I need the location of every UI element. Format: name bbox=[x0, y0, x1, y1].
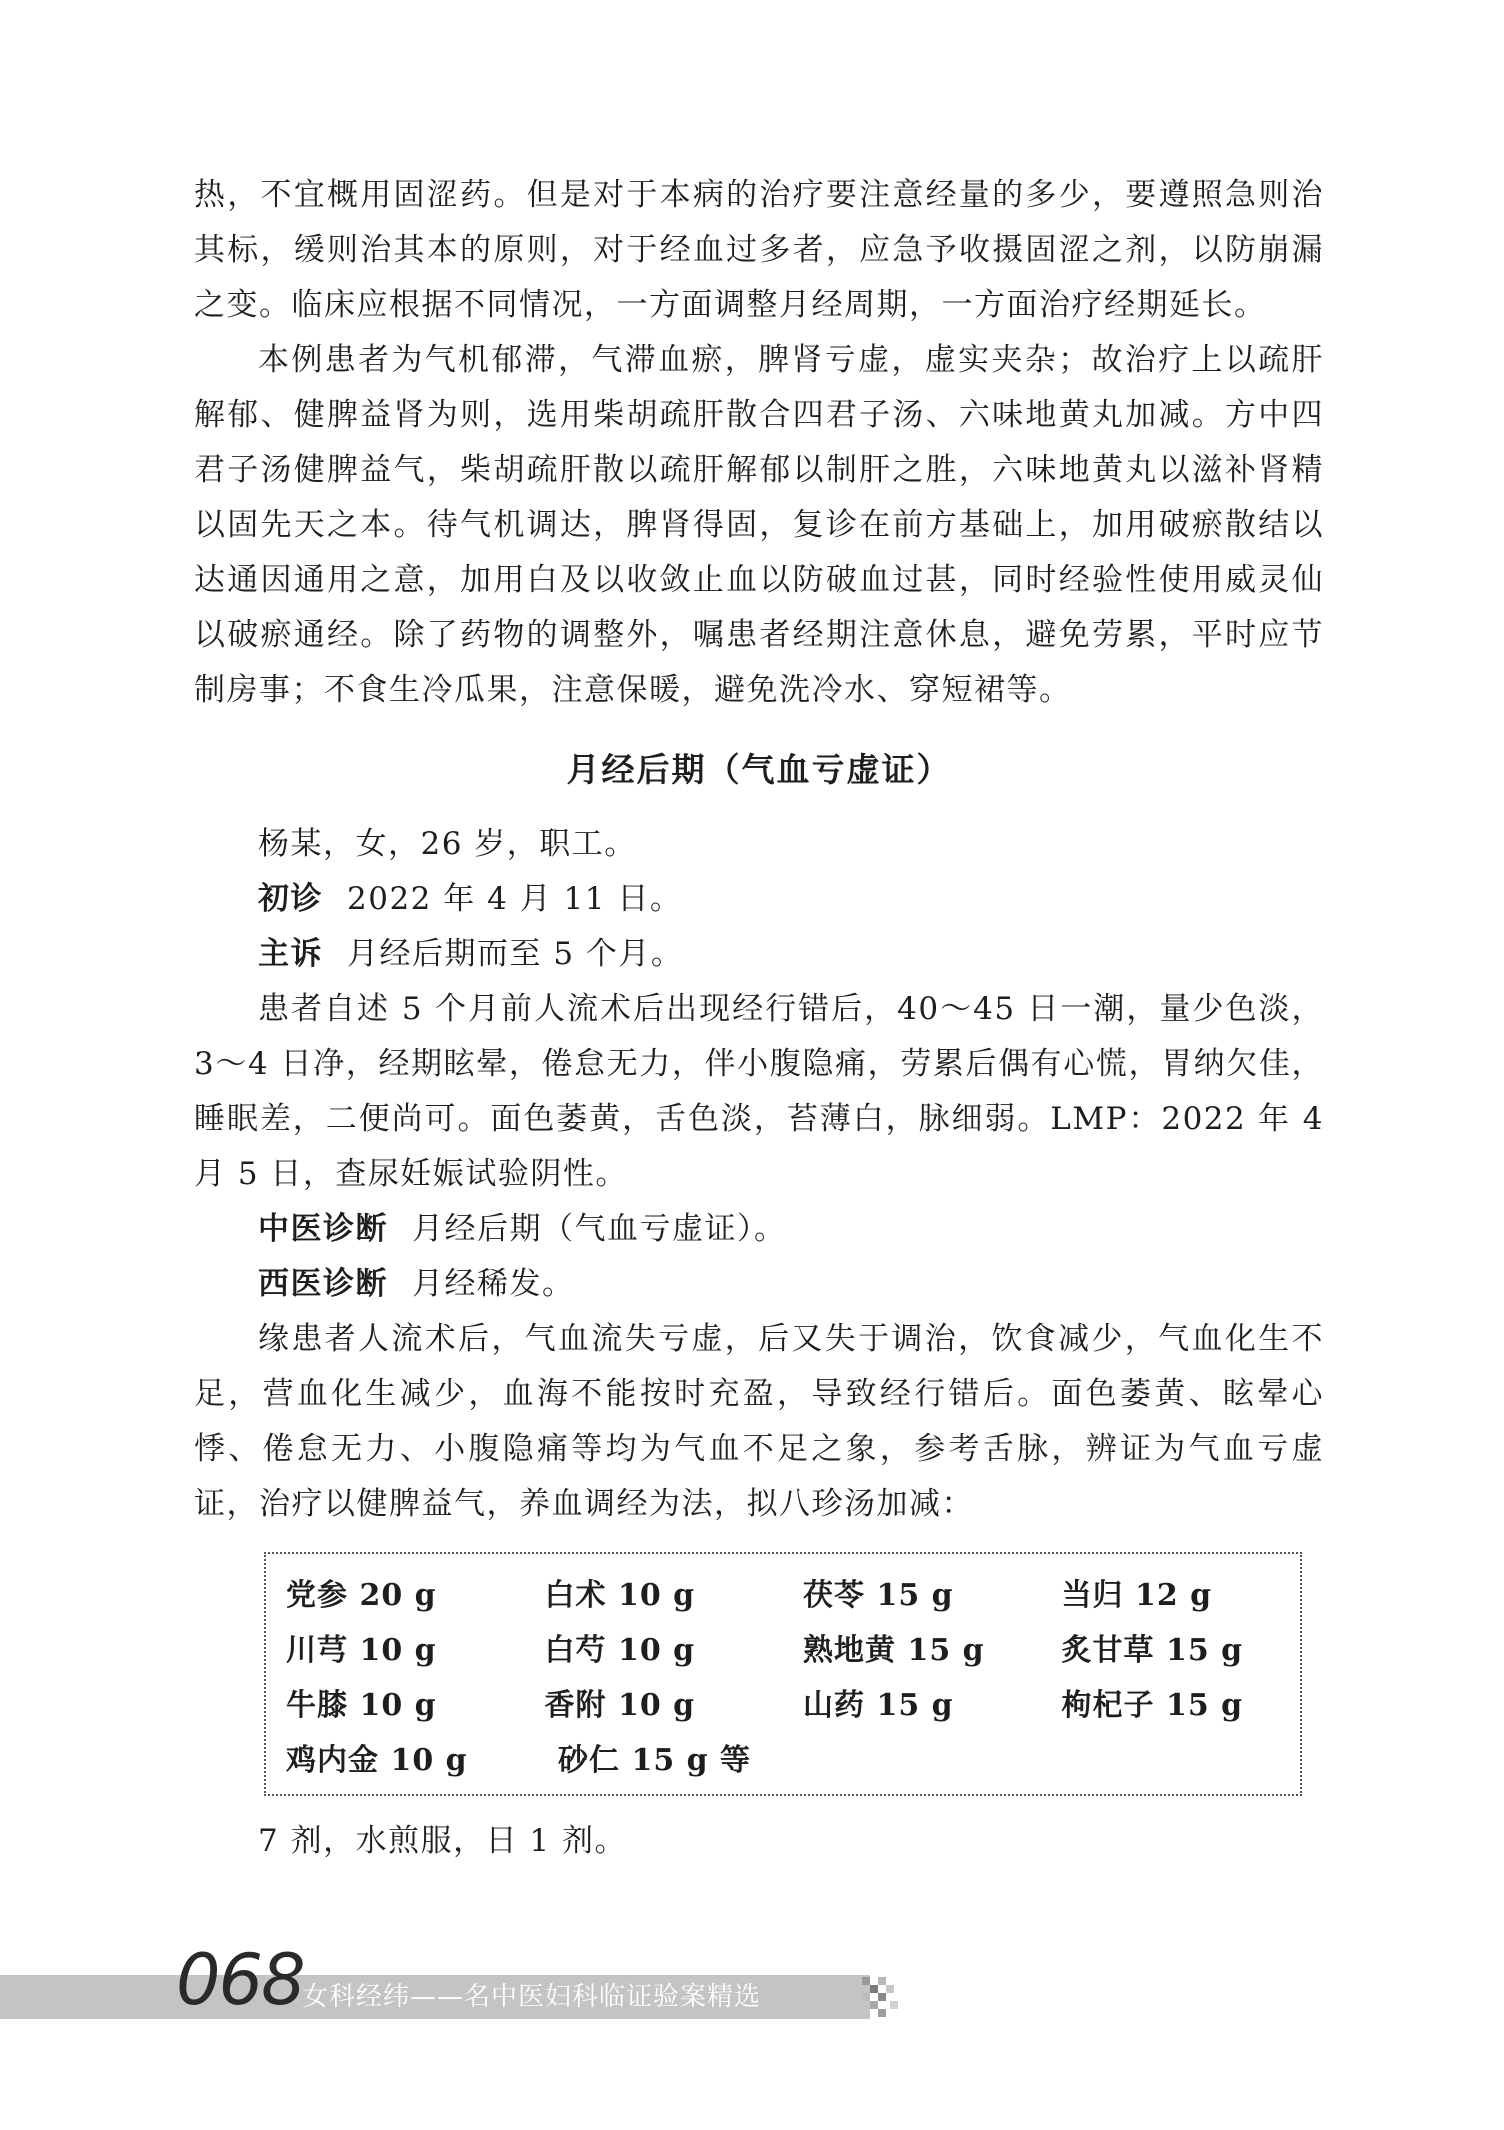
complaint-label: 主诉 bbox=[258, 936, 323, 972]
complaint-text: 月经后期而至 5 个月。 bbox=[347, 936, 684, 972]
first-visit-label: 初诊 bbox=[258, 881, 323, 917]
prescription-row bbox=[266, 1564, 1300, 1619]
first-visit bbox=[194, 872, 1324, 927]
analysis: 缘患者人流术后，气血流失亏虚，后又失于调治，饮食减少，气血化生不足，营血化生减少，血海不能按时充盈，导致经行错后。面色萎黄、眩晕心悸、倦怠无力、小腹隐痛等均为气血不足之象，参考舌脉，辨证为气血亏虚证，治疗以健脾益气，养血调经为法，拟八珍汤加减： bbox=[194, 1321, 1324, 1522]
herb-item: 枸杞子 15 g bbox=[1061, 1687, 1244, 1723]
first-visit-date: 2022 年 4 月 11 日。 bbox=[347, 881, 683, 917]
herb-item: 白术 10 g bbox=[544, 1577, 696, 1613]
herb-item: 党参 20 g bbox=[286, 1577, 437, 1613]
paragraph: 热，不宜概用固涩药。但是对于本病的治疗要注意经量的多少，要遵照急则治其标，缓则治其本的原则，对于经血过多者，应急予收摄固涩之剂，以防崩漏之变。临床应根据不同情况，一方面调整月经周期，一方面治疗经期延长。 bbox=[194, 177, 1324, 323]
tcm-diagnosis bbox=[194, 1202, 1324, 1257]
tcm-dx-label: 中医诊断 bbox=[258, 1211, 388, 1247]
book-title: 女科经纬——名中医妇科临证验案精选 bbox=[302, 1982, 762, 2012]
herb-item: 茯苓 15 g bbox=[803, 1577, 954, 1613]
herb-item: 砂仁 15 g 等 bbox=[558, 1742, 752, 1778]
patient-info: 杨某，女，26 岁，职工。 bbox=[258, 826, 637, 862]
western-dx-text: 月经稀发。 bbox=[412, 1266, 575, 1302]
pixel-pattern-icon bbox=[862, 1977, 898, 2017]
prescription-box bbox=[264, 1552, 1302, 1796]
western-diagnosis bbox=[194, 1257, 1324, 1312]
page-content bbox=[194, 168, 1324, 1869]
page-footer bbox=[0, 1939, 1504, 2043]
herb-item: 鸡内金 10 g bbox=[286, 1742, 468, 1778]
herb-item: 炙甘草 15 g bbox=[1061, 1632, 1244, 1668]
herb-item: 当归 12 g bbox=[1061, 1577, 1213, 1613]
section-title: 月经后期（气血亏虚证） bbox=[566, 750, 952, 789]
chief-complaint bbox=[194, 927, 1324, 982]
dosage: 7 剂，水煎服，日 1 剂。 bbox=[258, 1823, 628, 1859]
herb-item: 山药 15 g bbox=[803, 1687, 954, 1723]
paragraph: 本例患者为气机郁滞，气滞血瘀，脾肾亏虚，虚实夹杂；故治疗上以疏肝解郁、健脾益肾为则，选用柴胡疏肝散合四君子汤、六味地黄丸加减。方中四君子汤健脾益气，柴胡疏肝散以疏肝解郁以制肝之胜，六味地黄丸以滋补肾精以固先天之本。待气机调达，脾肾得固，复诊在前方基础上，加用破瘀散结以达通因通用之意，加用白及以收敛止血以防破血过甚，同时经验性使用威灵仙以破瘀通经。除了药物的调整外，嘱患者经期注意休息，避免劳累，平时应节制房事；不食生冷瓜果，注意保暖，避免洗冷水、穿短裙等。 bbox=[194, 342, 1324, 708]
western-dx-label: 西医诊断 bbox=[258, 1266, 388, 1302]
herb-item: 白芍 10 g bbox=[544, 1632, 696, 1668]
prescription-row bbox=[266, 1674, 1300, 1729]
herb-item: 香附 10 g bbox=[544, 1687, 696, 1723]
tcm-dx-text: 月经后期（气血亏虚证）。 bbox=[412, 1211, 787, 1247]
prescription-row bbox=[266, 1729, 1300, 1784]
herb-item: 牛膝 10 g bbox=[286, 1687, 437, 1723]
prescription-row bbox=[266, 1619, 1300, 1674]
herb-item: 熟地黄 15 g bbox=[803, 1632, 985, 1668]
page-number: 068 bbox=[176, 1939, 304, 2021]
history: 患者自述 5 个月前人流术后出现经行错后，40～45 日一潮，量少色淡，3～4 日净，经期眩晕，倦怠无力，伴小腹隐痛，劳累后偶有心慌，胃纳欠佳，睡眠差，二便尚可。面色萎黄，舌色淡，苔薄白，脉细弱。LMP：2022 年 4 月 5 日，查尿妊娠试验阴性。 bbox=[194, 991, 1324, 1192]
herb-item: 川芎 10 g bbox=[286, 1632, 437, 1668]
